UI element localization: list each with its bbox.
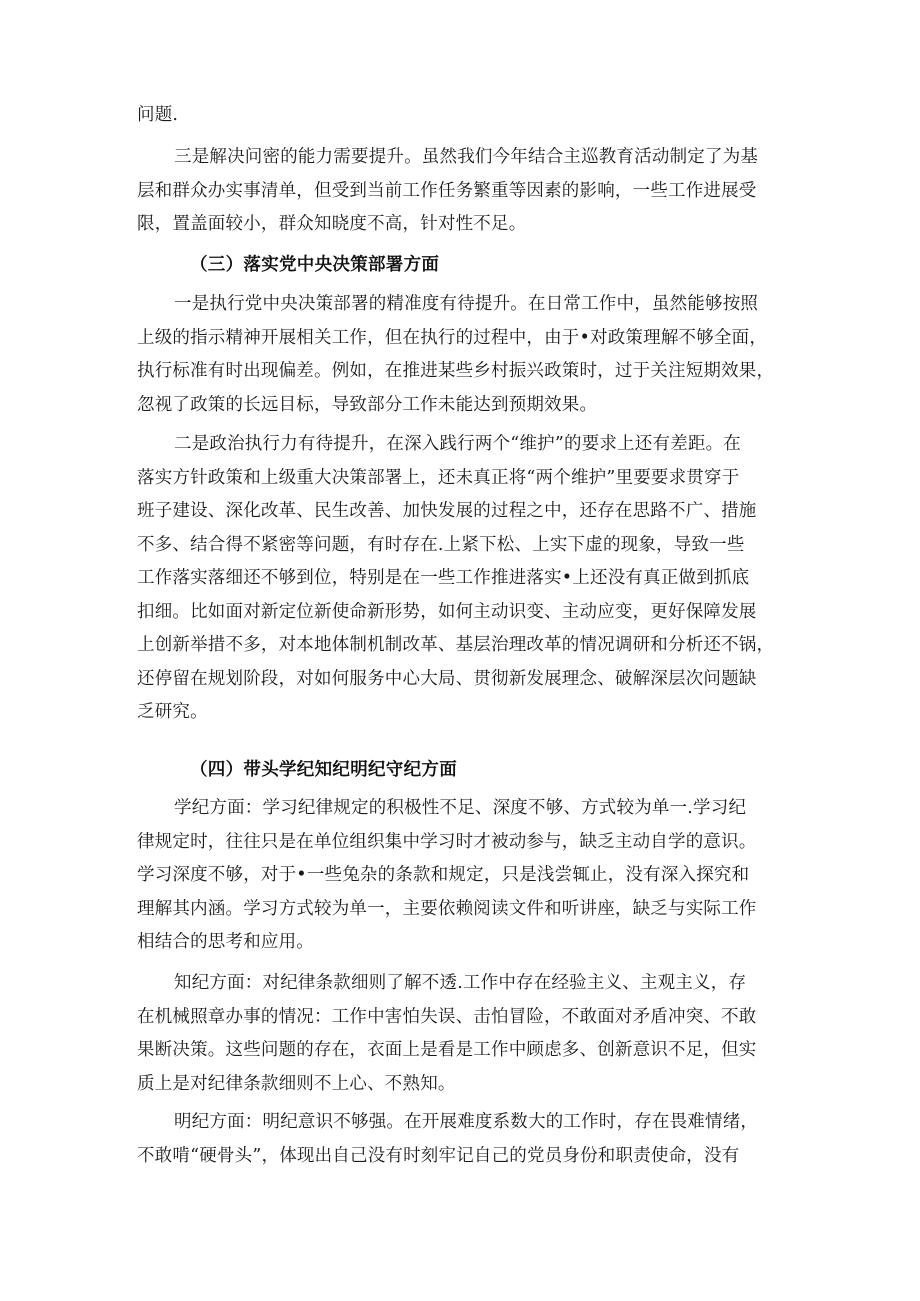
text-line: 层和群众办实事清单，但受到当前工作任务繁重等因素的影响，一些工作进展受: [137, 180, 757, 201]
text-line: 班子建设、深化改革、民生改善、加快发展的过程之中，还存在思路不广、措施: [137, 501, 757, 521]
text-line: 限，置盖面较小，群众知晓度不高，针对性不足。: [137, 214, 527, 234]
text-line: 上创新举措不多，对本地体制机制改革、基层治理改革的情况调研和分析还不锅，: [137, 635, 775, 655]
text-line: 乏研究。: [137, 702, 208, 722]
text-line: 还停留在规划阶段，对如何服务中心大局、贯彻新发展理念、破解深层次问题缺: [137, 668, 757, 689]
text-line: 明纪方面：明纪意识不够强。在开展难度系数大的工作时，存在畏难情绪，: [174, 1112, 759, 1132]
text-line: 学习深度不够，对于•一些兔杂的条款和规定，只是浅尝辄止，没有深入探究和: [137, 865, 750, 885]
text-line: 一是执行党中央决策部署的精准度有待提升。在日常工作中，虽然能够按照: [174, 294, 759, 314]
text-line: 不敢啃“硬骨头”，体现出自己没有时刻牢记自己的党员身份和职责使命，没有: [137, 1145, 740, 1166]
text-line: 质上是对纪律条款细则不上心、不熟知。: [137, 1073, 456, 1094]
paragraph-knowing-discipline: [137, 967, 782, 1101]
text-line: 问题.: [137, 105, 179, 125]
text-line: 二是政治执行力有待提升，在深入践行两个“维护”的要求上还有差距。在: [174, 434, 741, 454]
text-line: 执行标准有时出现偏差。例如，在推进某些乡村振兴政策时，过于关注短期效果，: [137, 361, 775, 381]
text-line: 知纪方面：对纪律条款细则了解不透.工作中存在经验主义、主观主义，存: [174, 973, 747, 993]
text-line: 在机械照章办事的情况：工作中害怕失误、击怕冒险，不敢面对矛盾冲突、不敢: [137, 1006, 757, 1027]
text-line: 工作落实落细还不够到位，特别是在一些工作推进落实•上还没有真正做到抓底: [137, 568, 750, 588]
text-line: 忽视了政策的长远目标，导致部分工作未能达到预期效果。: [137, 394, 598, 415]
text-line: 果断决策。这些问题的存在，衣面上是看是工作中顾虑多、创新意识不足，但实: [137, 1040, 757, 1060]
section-heading-four: （四）带头学纪知纪明纪守纪方面: [190, 760, 457, 780]
paragraph-learning-discipline: [137, 792, 782, 960]
paragraph-problem-three: [137, 141, 782, 242]
text-line: 落实方针政策和上级重大决策部署上，还未真正将“两个维护”里要要求贯穿于: [137, 467, 740, 488]
text-line: 理解其内涵。学习方式较为单一，主要依赖阅读文件和听讲座，缺乏与实际工作: [137, 898, 757, 919]
section-heading-three: （三）落实党中央决策部署方面: [190, 255, 440, 275]
text-line: 上级的指示精神开展相关工作，但在执行的过程中，由于•对政策理解不够全面，: [137, 327, 768, 348]
paragraph-clarifying-discipline: [137, 1106, 782, 1173]
paragraph-political-execution: [137, 428, 782, 730]
paragraph-continuation: [137, 99, 782, 133]
text-line: 相结合的思考和应用。: [137, 932, 314, 952]
text-line: 三是解决问密的能力需要提升。虽然我们今年结合主巡教育活动制定了为基: [174, 147, 759, 167]
text-line: 扣细。比如面对新定位新使命新形势，如何主动识变、主动应变，更好保障发展: [137, 601, 757, 622]
paragraph-precision: [137, 288, 782, 422]
text-line: 学纪方面：学习纪律规定的积极性不足、深度不够、方式较为单一.学习纪: [174, 798, 747, 818]
text-line: 律规定时，往往只是在单位组织集中学习时才被动参与，缺乏主动自学的意识。: [137, 831, 757, 852]
text-line: 不多、结合得不紧密等问题，有时存在.上紧下松、上实下虚的现象，导致一些: [137, 534, 745, 555]
